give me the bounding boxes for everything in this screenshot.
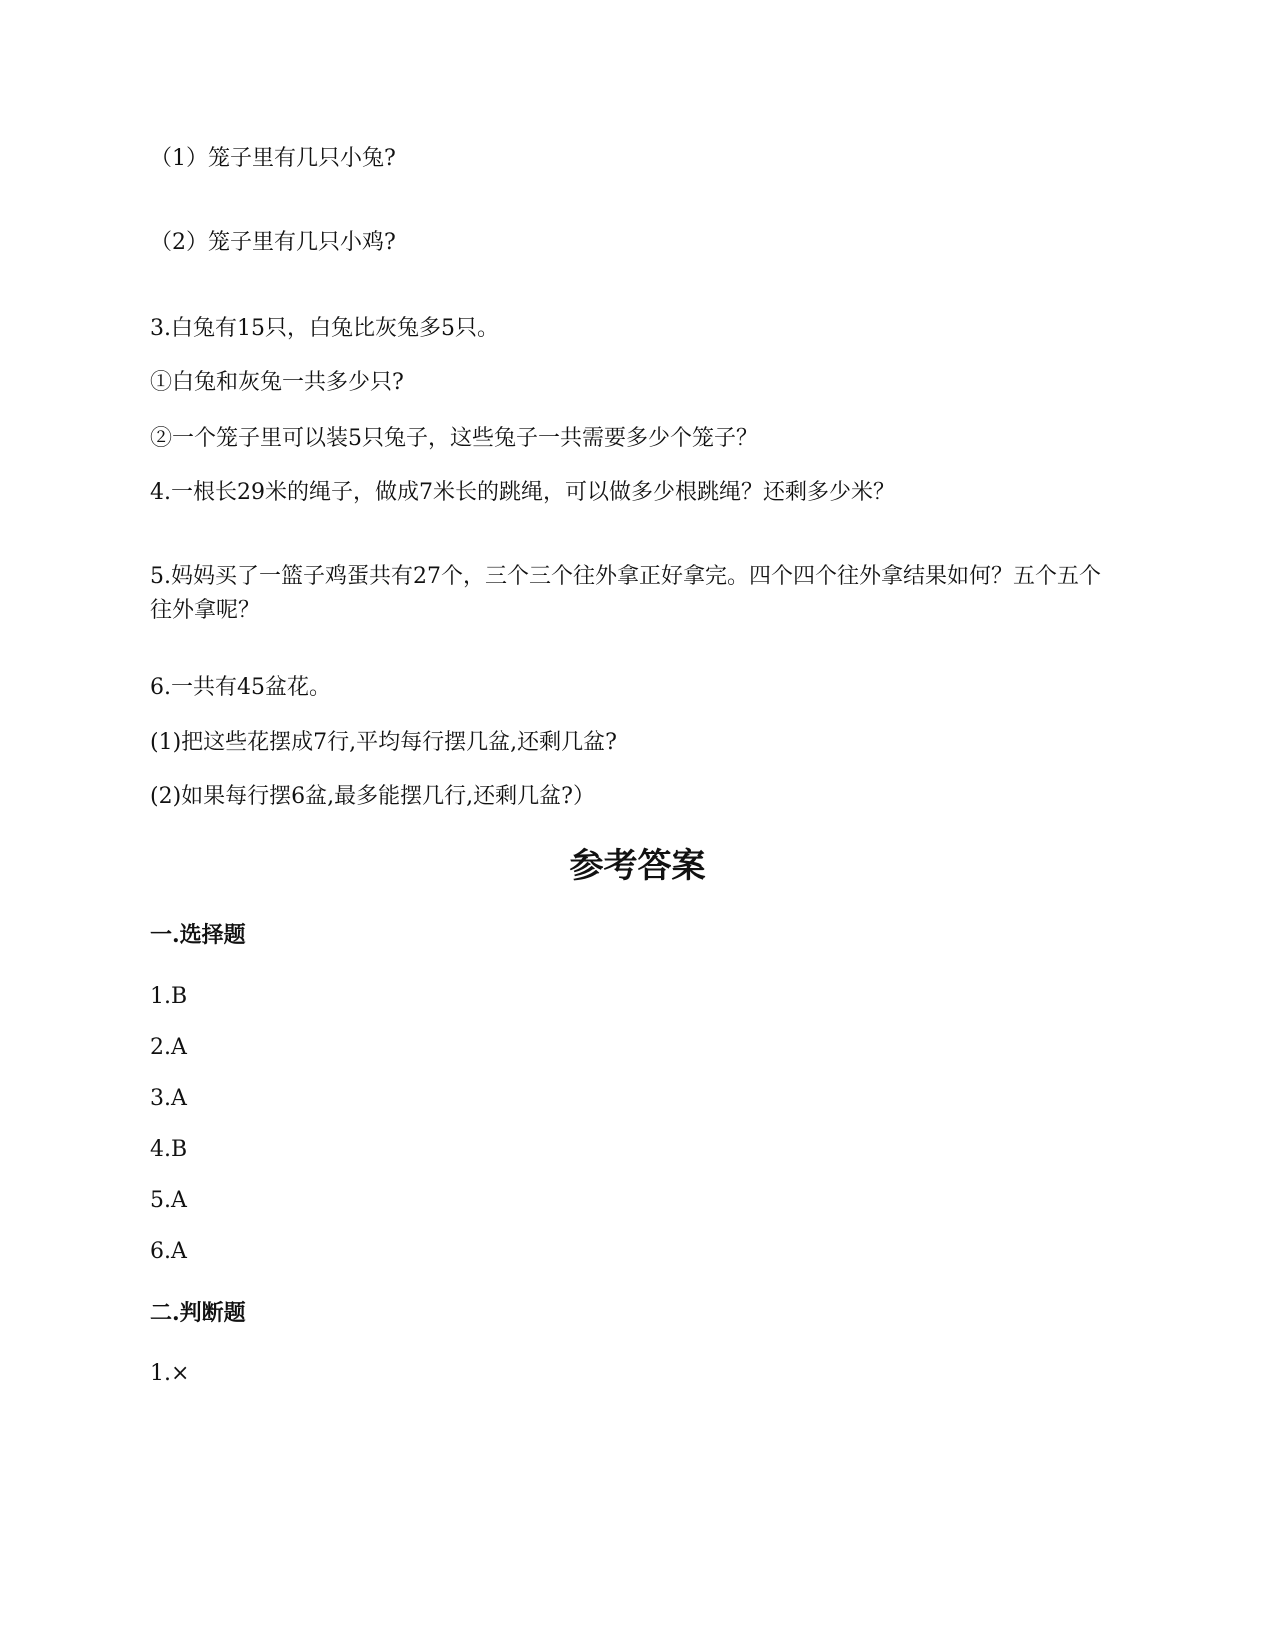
question-3-part-1: ①白兔和灰兔一共多少只? (150, 370, 404, 395)
question-3: 3.白兔有15只，白兔比灰兔多5只。 (150, 316, 499, 341)
answer-choice-6: 6.A (150, 1239, 187, 1264)
section-heading-choice: 一.选择题 (150, 922, 246, 948)
question-2-part-1: （1）笼子里有几只小兔? (150, 146, 396, 171)
answer-choice-2: 2.A (150, 1035, 187, 1060)
question-5: 5.妈妈买了一篮子鸡蛋共有27个，三个三个往外拿正好拿完。四个四个往外拿结果如何？五个五个往外拿呢？ (150, 564, 1101, 623)
question-6-part-2: (2)如果每行摆6盆,最多能摆几行,还剩几盆?） (150, 784, 595, 809)
question-2-part-2: （2）笼子里有几只小鸡? (150, 230, 396, 255)
question-6-part-1: (1)把这些花摆成7行,平均每行摆几盆,还剩几盆? (150, 730, 617, 755)
question-6: 6.一共有45盆花。 (150, 675, 331, 700)
answer-choice-3: 3.A (150, 1086, 187, 1111)
answer-choice-5: 5.A (150, 1188, 187, 1213)
question-3-part-2: ②一个笼子里可以装5只兔子，这些兔子一共需要多少个笼子？ (150, 426, 758, 451)
answer-judge-1: 1.× (150, 1361, 190, 1386)
answer-key-title: 参考答案 (569, 846, 706, 886)
section-heading-judge: 二.判断题 (150, 1300, 246, 1326)
answer-choice-1: 1.B (150, 984, 188, 1009)
question-4: 4.一根长29米的绳子，做成7米长的跳绳，可以做多少根跳绳？还剩多少米？ (150, 480, 895, 505)
answer-choice-4: 4.B (150, 1137, 188, 1162)
